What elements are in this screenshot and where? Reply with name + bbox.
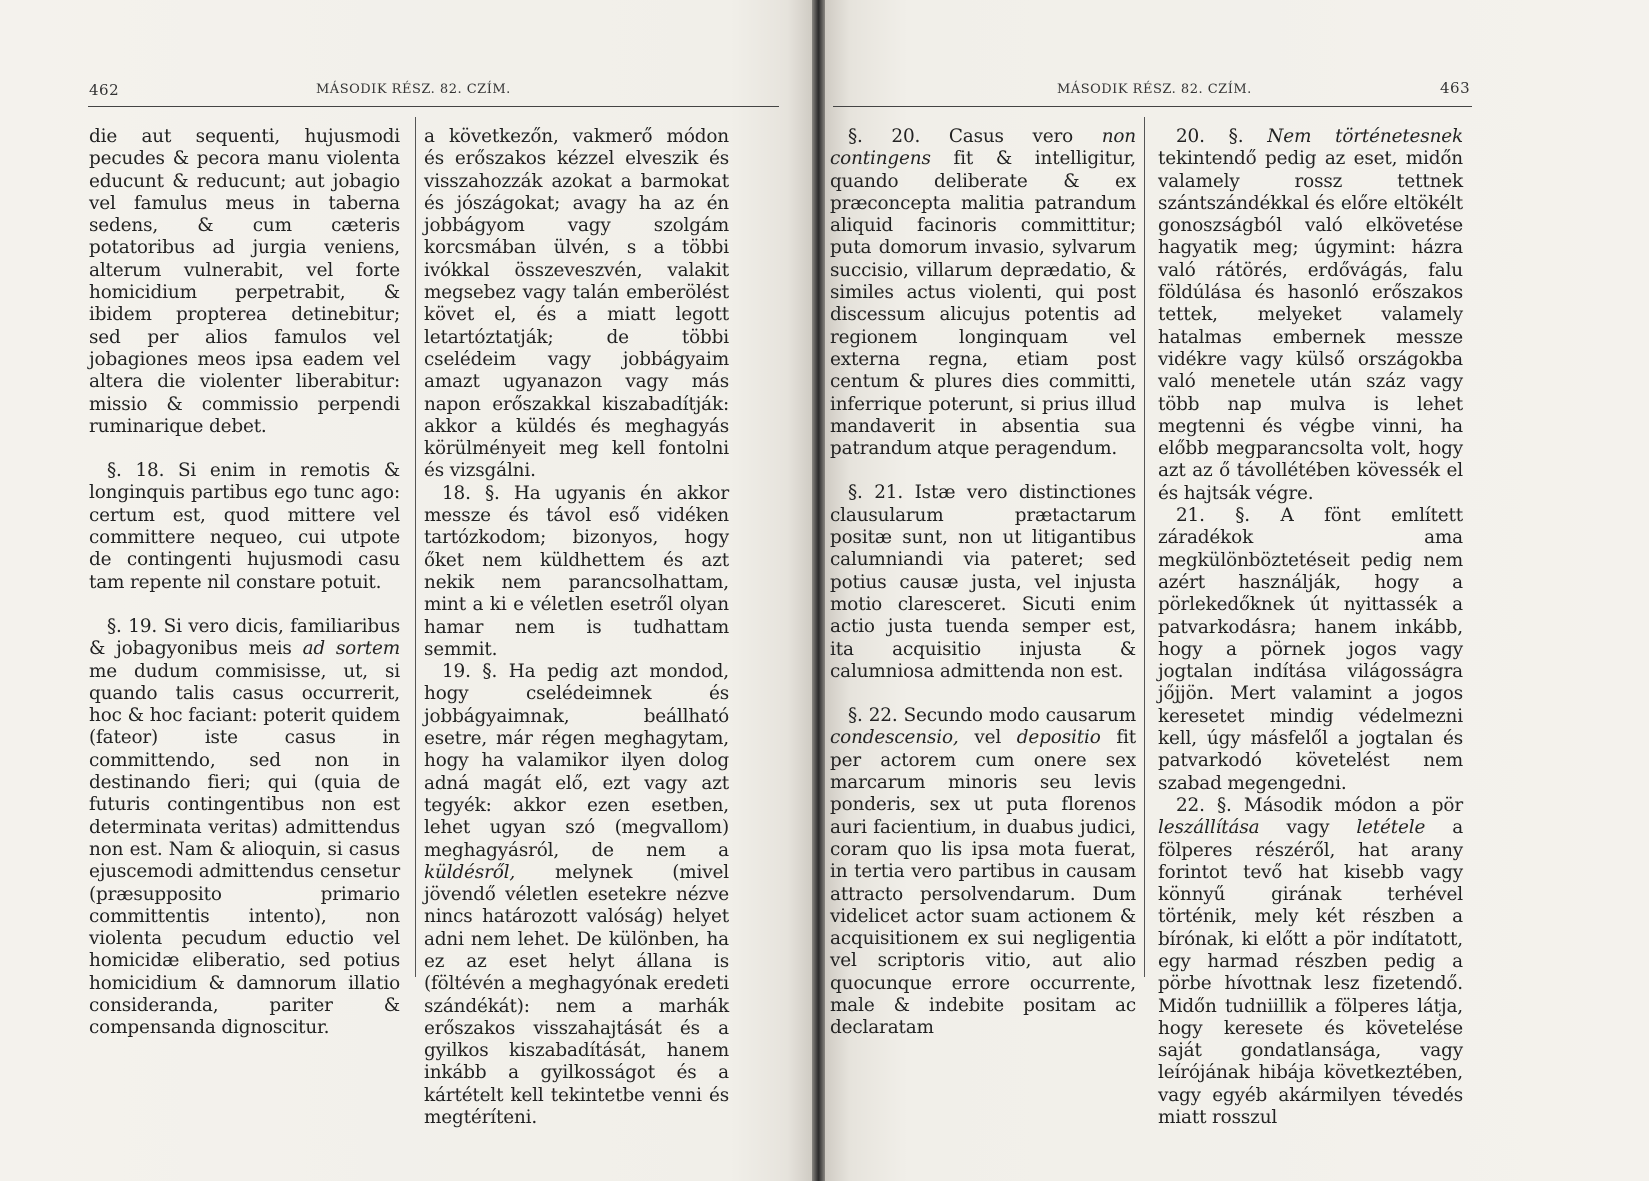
paragraph-18-latin: §. 18. Si enim in remotis & longinquis partibus ego tunc ago: certum est, quod mittere vel committere nequeo, cui utpote de contingenti hujusmodi casu tam repente nil constare potuit. — [89, 460, 400, 593]
running-head-title: MÁSODIK RÉSZ. 82. CZÍM. — [316, 82, 511, 97]
header-rule — [833, 106, 1472, 107]
latin-column-right — [830, 126, 1136, 1040]
paragraph-21-latin: §. 21. Istæ vero distinctiones clausularum prætactarum positæ sunt, non ut litigantibus calumniandi via pateret; sed potius causæ justa, vel injusta motio claresceret. Sicuti enim actio justa tuenda semper est, ita acquisitio injusta & calumniosa admittenda non est. — [830, 482, 1136, 682]
paragraph: die aut sequenti, hujusmodi pecudes & pecora manu violenta educunt & reducunt; aut jobagio vel famulus meus in taberna sedens, & cum cæteris potatoribus ad jurgia veniens, alterum vulnerabit, vel forte homicidium perpetrabit, & ibidem propterea detinebitur; sed per alios famulos vel jobagiones meos ipsa eadem vel altera die violenter liberabitur: missio & commissio perpendi ruminarique debet. — [89, 126, 400, 437]
book-gutter — [812, 0, 825, 1181]
paragraph-19-latin: §. 19. Si vero dicis, familiaribus & jobagyonibus meis ad sortem me dudum commisisse, ut, si quando talis casus occurrerit, hoc & hoc faciant: poterit quidem (fateor) iste casus in committendo, sed non in destinando fieri; qui (quia de futuris contingentibus non est determinata veritas) admittendus non est. Nam & alioquin, si casus ejuscemodi admittendus censetur (præsupposito primario committentis intento), non violenta pecudum eductio vel homicidæ eliberatio, sed potius homicidium & damnorum illatio consideranda, pariter & compensanda dignoscitur. — [89, 615, 401, 1039]
page-number: 462 — [89, 81, 120, 99]
column-divider — [1144, 117, 1145, 977]
left-running-head — [0, 82, 812, 106]
page-number: 463 — [1440, 79, 1471, 97]
paragraph-20-hungarian: 20. §. Nem történetesnek tekintendő pedig az eset, midőn valamely rossz tettnek szántszándékkal és előre eltökélt gonoszságból való elkövetése hagyatik meg; úgymint: házra való rátörés, erdővágás, falu földúlása és hasonló erőszakos tettek, melyeket valamely hatalmas embernek messze vidékre vagy külső országokba való menetele után száz vagy több nap mulva is lehet megtenni és végbe vinni, ha előbb megparancsolta volt, hogy azt az ő távollétében kövessék el és hajtsák végre. — [1158, 126, 1463, 504]
latin-column-left — [89, 126, 400, 1040]
right-page — [825, 0, 1649, 1181]
paragraph-18-hungarian: 18. §. Ha ugyanis én akkor messze és távol eső vidéken tartózkodom; bizonyos, hogy őket nem küldhettem és azt nekik nem parancsolhattam, mint a ki e véletlen esetről olyan hamar nem is tudhattam semmit. — [424, 482, 729, 660]
paragraph-22-hungarian: 22. §. Második módon a pör leszállítása vagy letétele a fölperes részéről, hat arany forintot tevő hat kisebb vagy könnyű girának terhével történik, mely két részben a bírónak, ki előtt a pör indítatott, egy harmad részben pedig a pörbe hívottnak lesz fizetendő. Midőn tudniillik a fölperes látja, hogy keresete és követelése saját gondatlansága, vagy leírójának hibája következtében, vagy egyéb akármilyen tévedés miatt rosszul — [1158, 794, 1464, 1129]
running-head-title: MÁSODIK RÉSZ. 82. CZÍM. — [1057, 82, 1252, 97]
paragraph: a következőn, vakmerő módon és erőszakos kézzel elveszik és visszahozzák azokat a barmokat és jószágokat; avagy ha az én jobbágyom vagy szolgám korcsmában ülvén, s a többi ivókkal összeveszvén, valakit megsebez vagy talán emberölést követ el, és a miatt legott letartóztatják; de többi cselédeim vagy jobbágyaim amazt ugyanazon vagy más napon erőszakkal kiszabadítják: akkor a küldés és meghagyás körülményeit meg kell fontolni és vizsgálni. — [424, 126, 729, 482]
column-divider — [415, 117, 416, 977]
hungarian-column-right — [1158, 126, 1463, 1129]
paragraph-19-hungarian: 19. §. Ha pedig azt mondod, hogy cselédeimnek és jobbágyaimnak, beállható esetre, már régen meghagytam, hogy ha valamikor ilyen dolog adná magát elő, ezt vagy azt tegyék: akkor ezen esetben, lehet ugyan szó (megvallom) meghagyásról, de nem a küldésről, melynek (mivel jövendő véletlen esetekre nézve nincs határozott valóság) helyet adni nem lehet. De különben, ha ez az eset helyt állana is (föltévén a meghagyónak eredeti szándékát): nem a marhák erőszakos visszahajtását és a gyilkos kiszabadítását, hanem inkább a gyilkosságot és a kártételt kell tekintetbe venni és megtéríteni. — [424, 661, 729, 1129]
paragraph-22-latin: §. 22. Secundo modo causarum condescensio, vel depositio fit per actorem cum onere sex marcarum minoris seu levis ponderis, sex ut puta florenos auri facientium, in duabus judici, coram quo lis ipsa mota fuerat, in tertia vero partibus in causam attracto persolvendarum. Dum videlicet actor suam actionem & acquisitionem ex sui negligentia vel scriptoris vitio, aut alio quocunque errore occurrente, male & indebite positam ac declaratam — [830, 705, 1136, 1039]
header-rule — [88, 106, 779, 107]
paragraph-21-hungarian: 21. §. A fönt említett záradékok ama megkülönböztetéseit pedig nem azért használják, hogy a pörlekedőknek út nyittassék a patvarkodásra; hanem inkább, hogy a pörnek jogos vagy jogtalan indítása világosságra jőjjön. Mert valamint a jogos keresetet mindig védelmezni kell, úgy másfelől a jogtalan és patvarkodó követelést nem szabad megengedni. — [1158, 505, 1463, 794]
paragraph-20-latin: §. 20. Casus vero non contingens fit & intelligitur, quando deliberate & ex præconcepta malitia patrandum aliquid facinoris committitur; puta domorum invasio, sylvarum succisio, villarum deprædatio, & similes actus violenti, qui post discessum alicujus potentis ad regionem longinquam vel externa regna, etiam post centum & plures dies committi, inferrique poterunt, si prius illud mandaverit in absentia sua patrandum atque peragendum. — [830, 126, 1136, 460]
left-page — [0, 0, 812, 1181]
hungarian-column-left — [424, 126, 729, 1129]
right-running-head — [825, 79, 1649, 106]
